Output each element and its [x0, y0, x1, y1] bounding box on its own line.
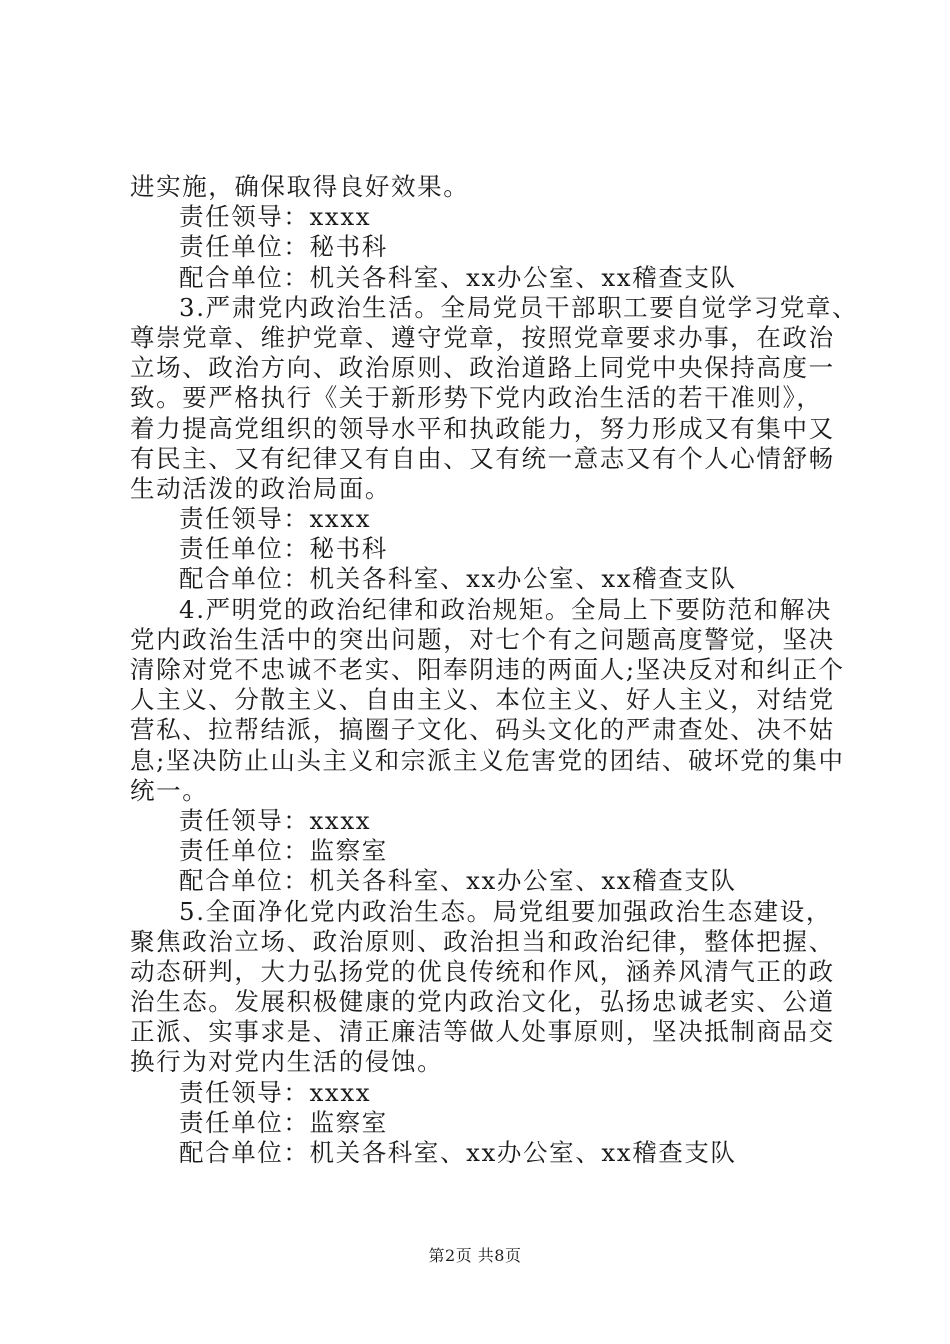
text-line: 5.全面净化党内政治生态。局党组要加强政治生态建设，	[179, 896, 832, 926]
text-line: 致。要严格执行《关于新形势下党内政治生活的若干准则》，	[130, 383, 823, 413]
text-line: 着力提高党组织的领导水平和执政能力，努力形成又有集中又	[130, 413, 835, 443]
text-line: 换行为对党内生活的侵蚀。	[130, 1047, 444, 1077]
text-line: 生动活泼的政治局面。	[130, 473, 391, 503]
text-line: 有民主、又有纪律又有自由、又有统一意志又有个人心情舒畅	[130, 443, 835, 473]
text-line: 责任单位：监察室	[179, 836, 388, 866]
text-line: 治生态。发展积极健康的党内政治文化，弘扬忠诚老实、公道	[130, 987, 835, 1017]
text-line: 配合单位：机关各科室、xx办公室、xx稽查支队	[179, 564, 737, 594]
text-line: 3.严肃党内政治生活。全局党员干部职工要自觉学习党章、	[179, 292, 859, 322]
text-line: 立场、政治方向、政治原则、政治道路上同党中央保持高度一	[130, 353, 835, 383]
text-line: 统一。	[130, 775, 209, 805]
text-line: 人主义、分散主义、自由主义、本位主义、好人主义，对结党	[130, 685, 835, 715]
text-line: 清除对党不忠诚不老实、阳奉阴违的两面人;坚决反对和纠正个	[130, 655, 845, 684]
text-line: 聚焦政治立场、政治原则、政治担当和政治纪律，整体把握、	[130, 926, 835, 956]
page-number-footer: 第2页 共8页	[428, 1246, 522, 1265]
text-line: 进实施，确保取得良好效果。	[130, 172, 470, 201]
text-line: 正派、实事求是、清正廉洁等做人处事原则，坚决抵制商品交	[130, 1017, 835, 1047]
text-line: 配合单位：机关各科室、xx办公室、xx稽查支队	[179, 866, 737, 896]
text-line: 党内政治生活中的突出问题，对七个有之问题高度警觉，坚决	[130, 624, 835, 654]
text-line: 责任领导：xxxx	[179, 504, 372, 534]
text-line: 动态研判，大力弘扬党的优良传统和作风，涵养风清气正的政	[130, 956, 835, 986]
text-line: 责任领导：xxxx	[179, 202, 372, 232]
text-line: 4.严明党的政治纪律和政治规矩。全局上下要防范和解决	[179, 594, 832, 624]
text-line: 责任领导：xxxx	[179, 805, 372, 835]
text-line: 尊崇党章、维护党章、遵守党章，按照党章要求办事，在政治	[130, 322, 835, 352]
text-line: 责任单位：监察室	[179, 1107, 388, 1137]
text-line: 责任单位：秘书科	[179, 232, 388, 262]
text-line: 配合单位：机关各科室、xx办公室、xx稽查支队	[179, 262, 737, 292]
text-line: 责任单位：秘书科	[179, 534, 388, 564]
text-line: 息;坚决防止山头主义和宗派主义危害党的团结、破坏党的集中	[130, 745, 845, 775]
document-body	[130, 172, 859, 1168]
text-line: 责任领导：xxxx	[179, 1077, 372, 1107]
text-line: 营私、拉帮结派，搞圈子文化、码头文化的严肃查处、决不姑	[130, 715, 835, 745]
text-line: 配合单位：机关各科室、xx办公室、xx稽查支队	[179, 1138, 737, 1167]
